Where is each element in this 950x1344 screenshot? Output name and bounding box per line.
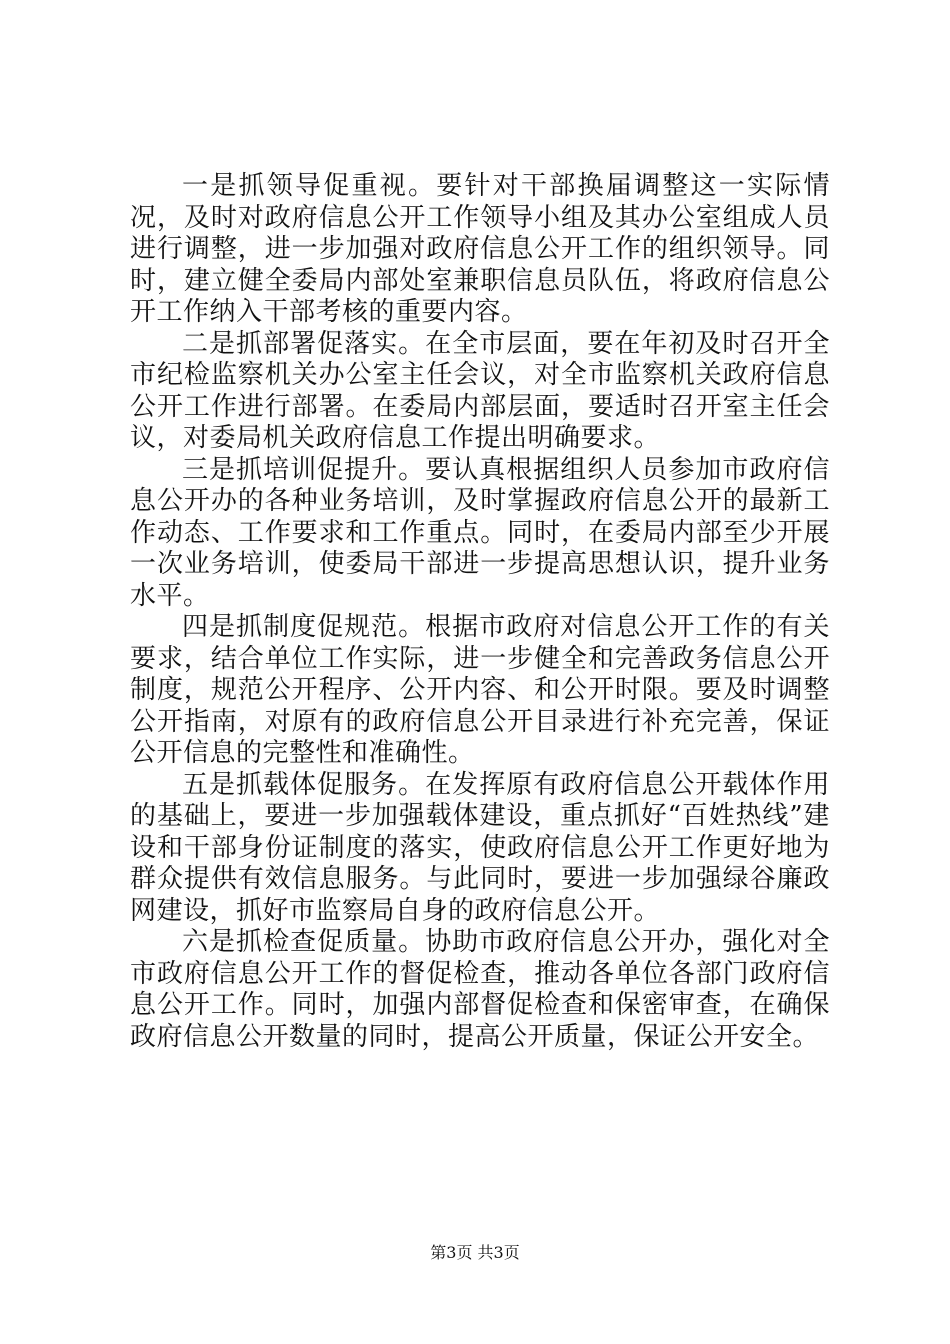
- paragraph-inspection: 六是抓检查促质量。协助市政府信息公开办，强化对全市政府信息公开工作的督促检查，推动各单位各部门政府信息公开工作。同时，加强内部督促检查和保密审查，在确保政府信息公开数量的同时，提高公开质量，保证公开安全。: [130, 927, 830, 1052]
- paragraph-system: 四是抓制度促规范。根据市政府对信息公开工作的有关要求，结合单位工作实际，进一步健全和完善政务信息公开制度，规范公开程序、公开内容、和公开时限。要及时调整公开指南，对原有的政府信息公开目录进行补充完善，保证公开信息的完整性和准确性。: [130, 612, 830, 768]
- paragraph-leadership: 一是抓领导促重视。要针对干部换届调整这一实际情况，及时对政府信息公开工作领导小组及其办公室组成人员进行调整，进一步加强对政府信息公开工作的组织领导。同时，建立健全委局内部处室兼职信息员队伍，将政府信息公开工作纳入干部考核的重要内容。: [130, 171, 830, 327]
- paragraph-carrier: 五是抓载体促服务。在发挥原有政府信息公开载体作用的基础上，要进一步加强载体建设，重点抓好“百姓热线”建设和干部身份证制度的落实，使政府信息公开工作更好地为群众提供有效信息服务。与此同时，要进一步加强绿谷廉政网建设，抓好市监察局自身的政府信息公开。: [130, 769, 830, 926]
- page-number-footer: 第3页 共3页: [430, 1243, 520, 1262]
- paragraph-deployment: 二是抓部署促落实。在全市层面，要在年初及时召开全市纪检监察机关办公室主任会议，对全市监察机关政府信息公开工作进行部署。在委局内部层面，要适时召开室主任会议，对委局机关政府信息工作提出明确要求。: [130, 328, 830, 453]
- paragraph-training: 三是抓培训促提升。要认真根据组织人员参加市政府信息公开办的各种业务培训，及时掌握政府信息公开的最新工作动态、工作要求和工作重点。同时，在委局内部至少开展一次业务培训，使委局干部进一步提高思想认识，提升业务水平。: [130, 454, 830, 611]
- document-body: [130, 171, 830, 1053]
